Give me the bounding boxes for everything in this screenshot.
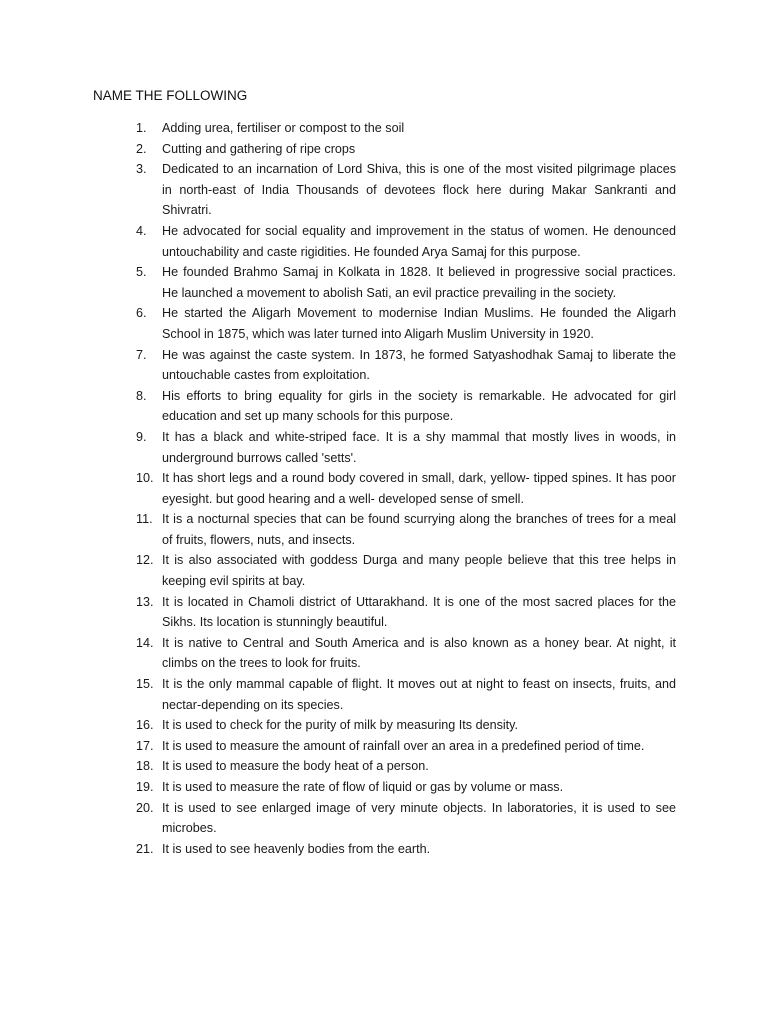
list-item-text: Dedicated to an incarnation of Lord Shiva, this is one of the most visited pilgrimage places in north-east of India Thousands of devotees flock here during Makar Sankranti and Shivratri. (162, 162, 676, 218)
list-item-number: 9. (136, 429, 147, 444)
list-item (136, 839, 676, 860)
question-list (136, 118, 676, 859)
list-item (136, 674, 676, 715)
list-item-text: Cutting and gathering of ripe crops (162, 141, 356, 156)
list-item-number: 15. (136, 677, 154, 692)
list-item-text: It is also associated with goddess Durga and many people believe that this tree helps in keeping evil spirits at bay. (162, 553, 676, 589)
list-item-text: Adding urea, fertiliser or compost to the soil (162, 121, 405, 135)
list-item-text: It is used to measure the rate of flow of liquid or gas by volume or mass. (162, 780, 564, 794)
list-item-number: 12. (136, 553, 154, 568)
list-item (136, 715, 676, 736)
list-item-number: 17. (136, 738, 154, 753)
list-item (136, 221, 676, 262)
list-item-text: It is used to see heavenly bodies from the earth. (162, 841, 431, 856)
list-item-text: It is the only mammal capable of flight. It moves out at night to feast on insects, fruits, and nectar-depending on its species. (162, 677, 676, 712)
list-item-text: It has a black and white-striped face. It is a shy mammal that mostly lives in woods, in underground burrows called 'setts'. (162, 429, 676, 465)
list-item-text: He advocated for social equality and improvement in the status of women. He denounced untouchability and caste rigidities. He founded Arya Samaj for this purpose. (162, 223, 676, 259)
list-item-text: It is used to measure the amount of rainfall over an area in a predefined period of time. (162, 738, 645, 753)
list-item (136, 777, 676, 798)
list-item (136, 159, 676, 221)
list-item (136, 509, 676, 550)
list-item-text: It is located in Chamoli district of Uttarakhand. It is one of the most sacred places for the Sikhs. Its location is stunningly beautiful. (162, 594, 676, 630)
list-item-number: 5. (136, 265, 147, 280)
list-item (136, 736, 676, 757)
list-item-number: 18. (136, 759, 154, 774)
page-title: NAME THE FOLLOWING (93, 88, 248, 103)
list-item-text: It is used to see enlarged image of very minute objects. In laboratories, it is used to see microbes. (162, 800, 676, 836)
list-item (136, 633, 676, 674)
list-item (136, 386, 676, 427)
list-item-number: 7. (136, 347, 147, 362)
list-item (136, 427, 676, 468)
list-item (136, 798, 676, 839)
list-item (136, 262, 676, 303)
list-item-text: It is used to check for the purity of milk by measuring Its density. (162, 718, 519, 733)
list-item (136, 592, 676, 633)
list-item-number: 19. (136, 780, 154, 794)
list-item-number: 20. (136, 800, 154, 815)
list-item-number: 6. (136, 306, 147, 321)
list-item-text: It is native to Central and South America and is also known as a honey bear. At night, it climbs on the trees to look for fruits. (162, 635, 676, 671)
list-item-text: He was against the caste system. In 1873, he formed Satyashodhak Samaj to liberate the untouchable castes from exploitation. (162, 347, 676, 383)
list-item-number: 4. (136, 223, 147, 238)
list-item-number: 13. (136, 594, 154, 609)
list-item-number: 2. (136, 141, 147, 156)
list-item (136, 345, 676, 386)
list-item-number: 11. (136, 512, 153, 527)
list-item-number: 1. (136, 121, 147, 135)
list-item (136, 303, 676, 344)
list-item-number: 16. (136, 718, 154, 733)
list-item-text: His efforts to bring equality for girls in the society is remarkable. He advocated for girl education and set up many schools for this purpose. (162, 388, 676, 424)
list-item-text: It is used to measure the body heat of a person. (162, 759, 429, 774)
list-item-number: 3. (136, 162, 147, 177)
list-item (136, 139, 676, 160)
list-item (136, 550, 676, 591)
list-item-number: 8. (136, 388, 147, 403)
list-item (136, 118, 676, 139)
list-item-number: 21. (136, 841, 154, 856)
list-item-number: 14. (136, 635, 154, 650)
list-item-text: He founded Brahmo Samaj in Kolkata in 1828. It believed in progressive social practices. He launched a movement to abolish Sati, an evil practice prevailing in the society. (162, 265, 676, 300)
list-item-text: It has short legs and a round body covered in small, dark, yellow- tipped spines. It has poor eyesight. but good hearing and a well- developed sense of smell. (162, 471, 676, 506)
list-item-text: He started the Aligarh Movement to modernise Indian Muslims. He founded the Aligarh School in 1875, which was later turned into Aligarh Muslim University in 1920. (162, 306, 676, 341)
list-item (136, 756, 676, 777)
list-item (136, 468, 676, 509)
list-item-number: 10. (136, 471, 154, 486)
list-item-text: It is a nocturnal species that can be found scurrying along the branches of trees for a meal of fruits, flowers, nuts, and insects. (162, 512, 676, 547)
